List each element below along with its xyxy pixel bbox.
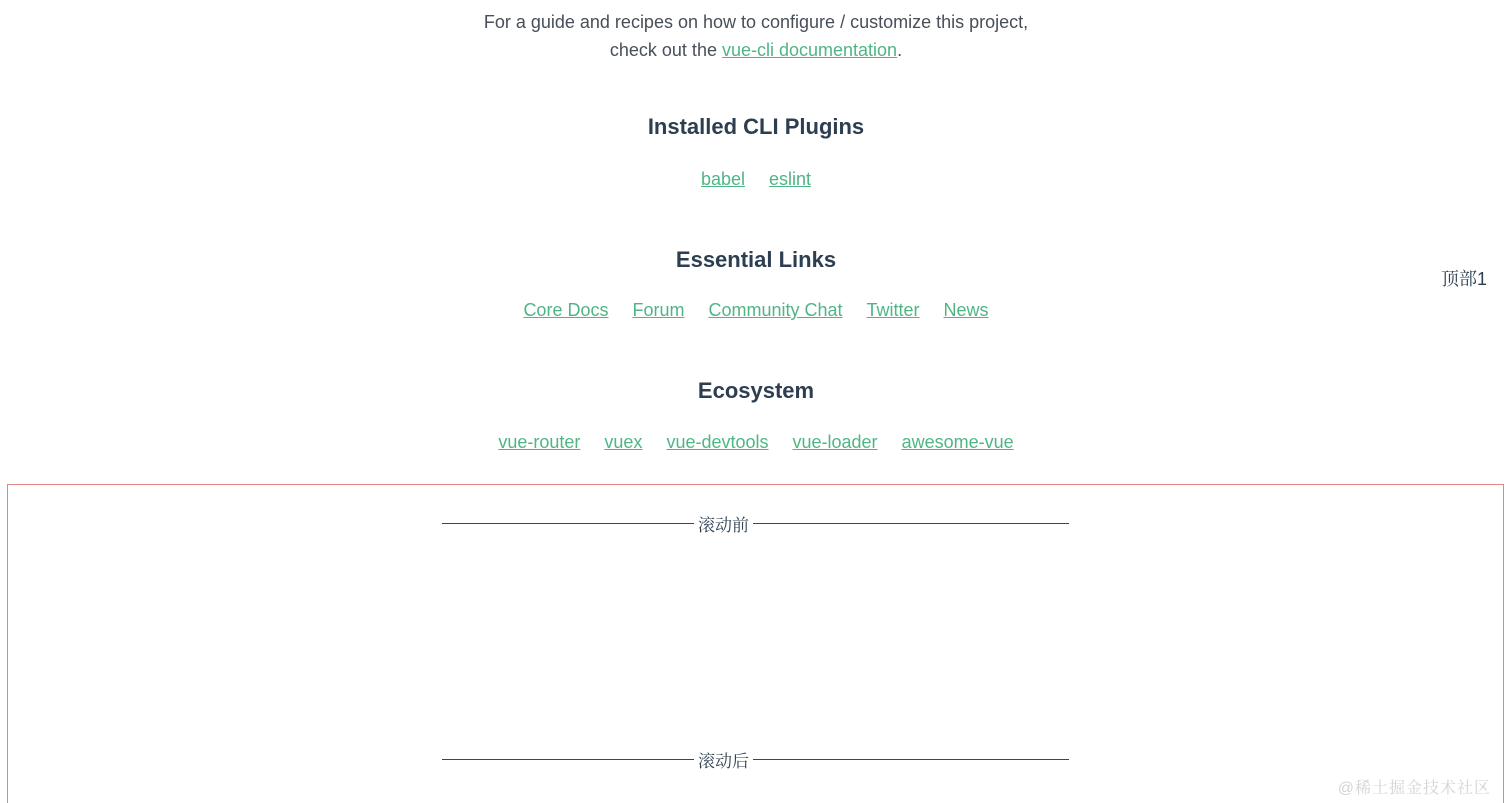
link-item: [701, 167, 745, 191]
divider-after-scroll-label: 滚动后: [698, 751, 749, 771]
eslint-link[interactable]: eslint: [769, 169, 812, 189]
news-link[interactable]: News: [943, 300, 989, 320]
babel-link[interactable]: babel: [700, 169, 745, 189]
top-marker-label: 顶部1: [1440, 269, 1487, 289]
link-item: [902, 430, 1014, 454]
intro-paragraph: [0, 8, 1512, 64]
core-docs-link[interactable]: Core Docs: [523, 300, 609, 320]
section-ecosystem: [0, 378, 1512, 454]
section-title-essential-links: Essential Links: [675, 247, 837, 272]
link-item: [769, 167, 811, 191]
divider-after-scroll: [442, 747, 1069, 771]
divider-line: [753, 523, 1069, 524]
link-item: [867, 298, 920, 322]
link-item: [793, 430, 878, 454]
plugins-link-list: [0, 167, 1512, 191]
scroll-demo-box: [7, 484, 1504, 803]
section-installed-cli-plugins: [0, 114, 1512, 191]
link-item: [632, 298, 684, 322]
forum-link[interactable]: Forum: [632, 300, 685, 320]
vue-devtools-link[interactable]: vue-devtools: [666, 432, 769, 452]
link-item: [708, 298, 842, 322]
vuex-link[interactable]: vuex: [604, 432, 643, 452]
divider-line: [753, 759, 1069, 760]
section-title-installed-cli-plugins: Installed CLI Plugins: [647, 114, 865, 139]
community-chat-link[interactable]: Community Chat: [708, 300, 843, 320]
divider-before-scroll: [442, 511, 1069, 535]
link-item: [498, 430, 580, 454]
link-item: [666, 430, 768, 454]
vue-cli-documentation-link[interactable]: vue-cli documentation: [721, 40, 898, 60]
divider-before-scroll-label: 滚动前: [698, 515, 749, 535]
twitter-link[interactable]: Twitter: [866, 300, 920, 320]
vue-router-link[interactable]: vue-router: [498, 432, 581, 452]
vue-loader-link[interactable]: vue-loader: [792, 432, 878, 452]
ecosystem-link-list: [0, 430, 1512, 454]
section-title-ecosystem: Ecosystem: [697, 378, 815, 403]
juejin-watermark: @稀土掘金技术社区: [1337, 780, 1491, 797]
intro-line2-prefix: check out the: [609, 40, 722, 60]
link-item: [523, 298, 608, 322]
section-essential-links: [0, 247, 1512, 322]
vue-app-content: [0, 8, 1512, 454]
awesome-vue-link[interactable]: awesome-vue: [901, 432, 1014, 452]
divider-line: [442, 523, 694, 524]
divider-line: [442, 759, 694, 760]
link-item: [604, 430, 642, 454]
intro-line1: For a guide and recipes on how to configure / customize this project,: [483, 12, 1029, 32]
link-item: [944, 298, 989, 322]
essential-link-list: [0, 298, 1512, 322]
intro-line2-suffix: .: [897, 40, 903, 60]
